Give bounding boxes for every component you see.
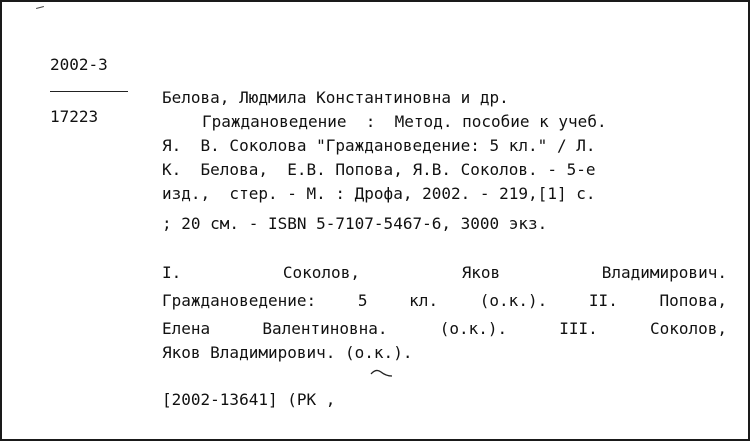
inventory-number: 17223 [50, 107, 99, 126]
corner-mark [36, 6, 44, 9]
handwritten-mark [370, 367, 394, 379]
tracings-line-1 [162, 264, 727, 282]
tracing-word: кл. [409, 291, 439, 310]
title-line-1: Граждановедение : Метод. пособие к учеб. [202, 112, 607, 131]
author-heading: Белова, Людмила Константиновна и др. [162, 88, 509, 107]
tracing-word: Соколов, [282, 263, 360, 282]
tracing-word: Елена [162, 319, 211, 338]
tracing-word: Владимирович. [601, 263, 727, 282]
call-number: 2002-3 [50, 55, 108, 74]
tracing-word: Соколов, [649, 319, 727, 338]
registration-number: [2002-13641] (РК , [162, 390, 336, 409]
tracing-word: (о.к.). [439, 319, 508, 338]
title-line-3: К. Белова, Е.В. Попова, Я.В. Соколов. - 5-е [162, 160, 596, 179]
tracing-word: III. [559, 319, 598, 338]
tracing-word: I. [162, 263, 182, 282]
tracing-word: Валентиновна. [262, 319, 388, 338]
call-number-rule [50, 91, 128, 92]
tracing-word: Яков [461, 263, 501, 282]
tracing-word: 5 [357, 291, 368, 310]
tracing-word: II. [588, 291, 618, 310]
tracing-word: Попова, [659, 291, 727, 310]
title-line-4: изд., стер. - М. : Дрофа, 2002. - 219,[1] с. [162, 184, 596, 203]
title-line-2: Я. В. Соколова "Граждановедение: 5 кл." / Л. [162, 136, 596, 155]
title-line-5: ; 20 см. - ISBN 5-7107-5467-6, 3000 экз. [162, 214, 548, 233]
tracing-word: Граждановедение: [162, 291, 317, 310]
tracings-line-3 [162, 320, 727, 338]
tracing-word: (о.к.). [479, 291, 548, 310]
tracings-line-4: Яков Владимирович. (о.к.). [162, 343, 413, 362]
tracings-line-2 [162, 292, 727, 310]
